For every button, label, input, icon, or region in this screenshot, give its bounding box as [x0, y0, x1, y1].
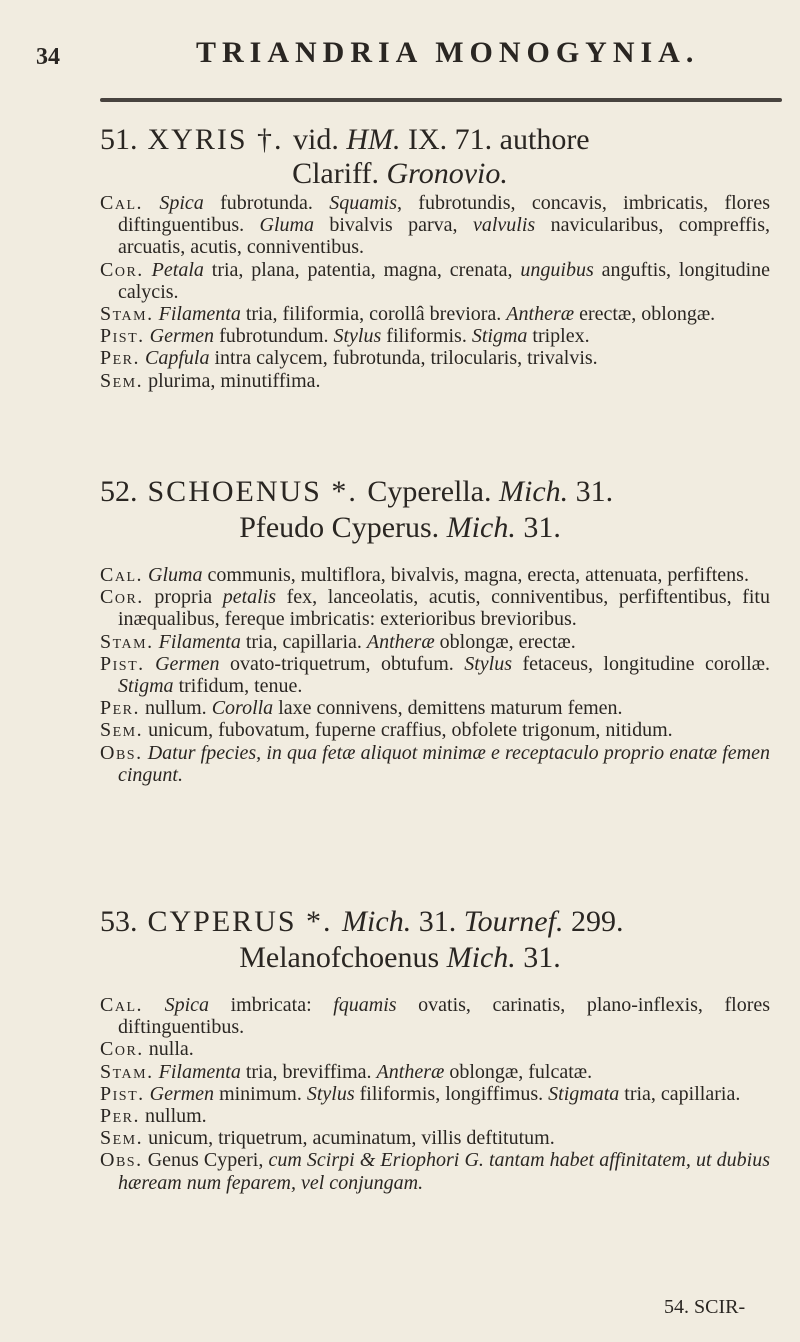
- part-abbreviation: Cal.: [100, 564, 144, 586]
- text-run: Cyperella.: [367, 475, 499, 508]
- text-run: Gluma: [259, 214, 314, 237]
- description-paragraph: [100, 586, 770, 630]
- text-run: Melanofchoenus: [239, 941, 447, 974]
- text-run: 31.: [515, 511, 561, 544]
- description-paragraph: [100, 1149, 770, 1193]
- text-run: cum Scirpi & Eriophori G. tantam habet affinitatem, ut dubius hæream num feparem, vel conjungam.: [118, 1149, 770, 1194]
- description-paragraph: [100, 994, 770, 1038]
- description-paragraph: [100, 1083, 770, 1105]
- part-abbreviation: Stam.: [100, 303, 154, 326]
- running-head: [0, 36, 800, 72]
- text-run: petalis: [222, 586, 277, 609]
- text-run: erectæ, oblongæ.: [574, 303, 716, 326]
- description-paragraph: [100, 1038, 770, 1060]
- text-run: Stigma: [118, 675, 174, 698]
- description-paragraph: [100, 370, 770, 392]
- genus-number: 52.: [100, 475, 138, 508]
- text-run: propria: [143, 586, 223, 609]
- genus-number: 53.: [100, 905, 138, 938]
- text-run: ovatis, carinatis, plano-inflexis, flores diftinguentibus.: [118, 994, 771, 1039]
- text-run: Mich.: [499, 475, 569, 508]
- text-run: laxe connivens, demittens maturum femen.: [273, 697, 623, 720]
- running-title: TRIANDRIA MONOGYNIA.: [196, 36, 700, 69]
- text-run: minimum.: [214, 1082, 307, 1105]
- part-abbreviation: Cor.: [100, 258, 144, 281]
- text-run: Mich.: [342, 905, 412, 938]
- text-run: Stigma: [471, 325, 528, 348]
- text-run: Gluma: [148, 564, 203, 586]
- text-run: 31.: [411, 905, 464, 938]
- text-run: bivalvis parva,: [313, 214, 473, 237]
- text-run: oblongæ, erectæ.: [434, 630, 576, 653]
- description-paragraph: [100, 192, 770, 259]
- part-abbreviation: Cor.: [100, 586, 144, 609]
- text-run: Germen: [149, 325, 215, 348]
- description-paragraph: [100, 742, 770, 786]
- page-number: 34: [36, 44, 60, 70]
- text-run: Spica: [159, 192, 204, 214]
- text-run: plurima, minutiffima.: [143, 369, 321, 392]
- part-abbreviation: Sem.: [100, 369, 144, 392]
- text-run: [145, 653, 155, 675]
- text-run: Genus Cyperi,: [142, 1149, 269, 1172]
- text-run: [143, 994, 165, 1016]
- genus-title-line: [148, 905, 624, 938]
- text-run: Squamis: [329, 192, 397, 214]
- text-run: Germen: [155, 652, 220, 675]
- text-run: anguftis, longitudine calycis.: [118, 258, 771, 303]
- text-run: Stylus: [464, 652, 512, 675]
- genus-description-52: [100, 564, 770, 786]
- text-run: Spica: [164, 994, 210, 1016]
- text-run: Capfula: [145, 347, 210, 370]
- text-run: oblongæ, fulcatæ.: [444, 1060, 593, 1083]
- text-run: Mich.: [446, 511, 516, 544]
- description-paragraph: [100, 1127, 770, 1149]
- text-run: filiformis, longiffimus.: [354, 1082, 549, 1105]
- part-abbreviation: Obs.: [100, 1149, 143, 1172]
- text-run: Germen: [149, 1082, 215, 1105]
- description-paragraph: [100, 347, 770, 369]
- text-run: Gronovio.: [386, 157, 508, 190]
- genus-title-line: [148, 475, 614, 508]
- text-run: Mich.: [446, 941, 516, 974]
- description-paragraph: [100, 325, 770, 347]
- text-run: Clariff.: [292, 157, 387, 190]
- text-run: tria, capillaria.: [619, 1082, 741, 1105]
- description-paragraph: [100, 1061, 770, 1083]
- part-abbreviation: Per.: [100, 1105, 141, 1128]
- text-run: ovato-triquetrum, obtufum.: [219, 652, 465, 675]
- description-paragraph: [100, 259, 770, 303]
- text-run: HM.: [346, 123, 401, 156]
- text-run: SCHOENUS *.: [147, 475, 368, 508]
- description-paragraph: [100, 303, 770, 325]
- text-run: IX. 71. authore: [400, 123, 590, 156]
- text-run: imbricata:: [209, 994, 334, 1016]
- text-run: unicum, triquetrum, acuminatum, villis deftitutum.: [143, 1127, 555, 1150]
- text-run: tria, capillaria.: [240, 630, 367, 653]
- genus-number: 51.: [100, 123, 138, 156]
- text-run: tria, plana, patentia, magna, crenata,: [203, 258, 521, 281]
- part-abbreviation: Per.: [100, 697, 141, 720]
- description-paragraph: [100, 1105, 770, 1127]
- text-run: 31.: [515, 941, 561, 974]
- text-run: Antheræ: [366, 630, 435, 653]
- part-abbreviation: Stam.: [100, 630, 154, 653]
- description-paragraph: [100, 631, 770, 653]
- text-run: Stylus: [306, 1082, 355, 1105]
- text-run: Stigmata: [548, 1082, 620, 1105]
- header-rule: [100, 98, 782, 102]
- text-run: fquamis: [333, 994, 397, 1016]
- description-paragraph: [100, 564, 770, 586]
- genus-title-line: [148, 123, 590, 156]
- text-run: Antheræ: [376, 1060, 445, 1083]
- text-run: intra calycem, fubrotunda, trilocularis, trivalvis.: [209, 347, 598, 370]
- text-run: fetaceus, longitudine corollæ.: [512, 652, 770, 675]
- text-run: Filamenta: [158, 303, 241, 326]
- text-run: vid.: [293, 123, 347, 156]
- part-abbreviation: Cor.: [100, 1038, 144, 1061]
- text-run: [143, 192, 159, 214]
- part-abbreviation: Obs.: [100, 741, 143, 764]
- text-run: valvulis: [472, 214, 536, 237]
- text-run: navicularibus, compreffis, arcuatis, acutis, conniventibus.: [118, 214, 771, 259]
- text-run: fex, lanceolatis, acutis, conniventibus, perfiftentibus, fitu inæqualibus, fereque imbricatis: exterioribus brevioribus.: [118, 586, 770, 631]
- text-run: fubrotundum.: [214, 325, 334, 348]
- text-run: 31.: [568, 475, 614, 508]
- part-abbreviation: Pist.: [100, 652, 145, 675]
- text-run: Filamenta: [158, 1060, 241, 1083]
- text-run: Tournef.: [463, 905, 564, 938]
- description-paragraph: [100, 653, 770, 697]
- text-run: Corolla: [211, 697, 274, 720]
- catchword: 54. SCIR-: [664, 1296, 746, 1318]
- text-run: unicum, fubovatum, fuperne craffius, obfolete trigonum, nitidum.: [143, 719, 673, 742]
- genus-subtitle-line: [0, 510, 800, 546]
- part-abbreviation: Per.: [100, 347, 141, 370]
- genus-subtitle-line: [0, 940, 800, 976]
- text-run: tria, filiformia, corollâ breviora.: [240, 303, 507, 326]
- text-run: Stylus: [333, 325, 382, 348]
- description-paragraph: [100, 697, 770, 719]
- text-run: Datur fpecies, in qua fetæ aliquot minimæ e receptaculo proprio enatæ femen cingunt.: [118, 741, 770, 786]
- part-abbreviation: Pist.: [100, 1082, 145, 1105]
- part-abbreviation: Stam.: [100, 1060, 154, 1083]
- text-run: nullum.: [140, 1105, 207, 1128]
- description-paragraph: [100, 719, 770, 741]
- genus-description-53: [100, 994, 770, 1194]
- text-run: filiformis.: [381, 325, 472, 348]
- text-run: nulla.: [143, 1038, 194, 1061]
- text-run: communis, multiflora, bivalvis, magna, erecta, attenuata, perfiftens.: [202, 564, 749, 586]
- part-abbreviation: Cal.: [100, 192, 144, 214]
- text-run: Petala: [151, 258, 204, 281]
- text-run: XYRIS †.: [147, 123, 294, 156]
- text-run: triplex.: [527, 325, 590, 348]
- genus-subtitle-line: [0, 156, 800, 192]
- text-run: trifidum, tenue.: [173, 675, 303, 698]
- text-run: 299.: [563, 905, 624, 938]
- text-run: Antheræ: [506, 303, 575, 326]
- text-run: nullum.: [140, 697, 212, 720]
- part-abbreviation: Sem.: [100, 1127, 144, 1150]
- text-run: CYPERUS *.: [147, 905, 343, 938]
- genus-description-51: [100, 192, 770, 392]
- text-run: unguibus: [520, 258, 594, 281]
- text-run: Pfeudo Cyperus.: [239, 511, 447, 544]
- part-abbreviation: Pist.: [100, 325, 145, 348]
- text-run: Filamenta: [158, 630, 241, 653]
- part-abbreviation: Sem.: [100, 719, 144, 742]
- text-run: tria, breviffima.: [240, 1060, 377, 1083]
- text-run: , fubrotundis, concavis, imbricatis, flores diftinguentibus.: [118, 192, 770, 237]
- text-run: [144, 259, 152, 281]
- part-abbreviation: Cal.: [100, 994, 144, 1016]
- text-run: fubrotunda.: [203, 192, 330, 214]
